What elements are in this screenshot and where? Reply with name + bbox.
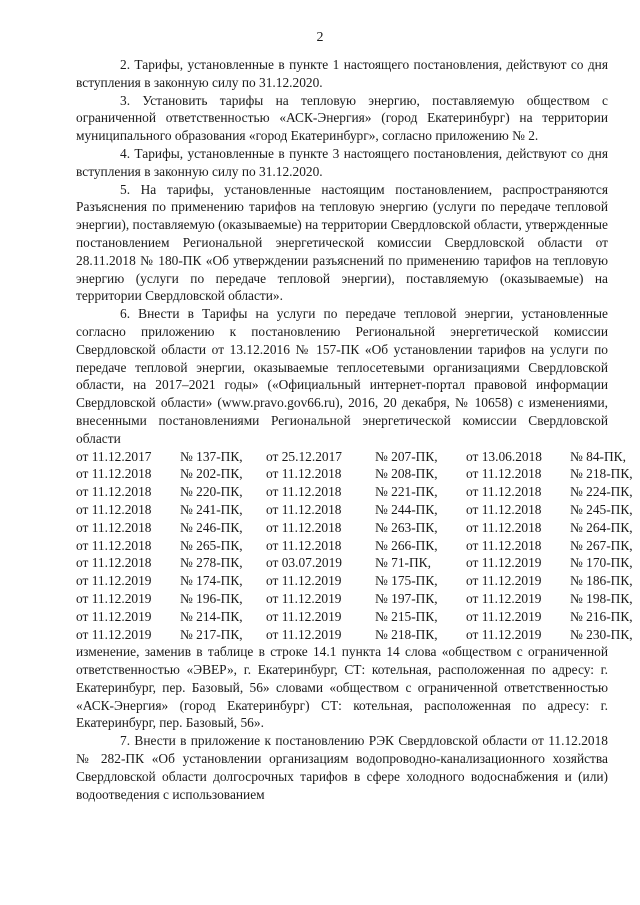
amendment-number: № 214-ПК, [180, 608, 243, 624]
amendment-date: от 11.12.2017 [76, 448, 152, 464]
amendment-date: от 11.12.2019 [466, 573, 542, 589]
paragraph-6-outro: изменение, заменив в таблице в строке 14.1 пункта 14 слова «обществом с ограниченной ответственностью «ЭВЕР», г. Екатеринбург, СТ: котельная, расположенная по адресу: г. Екатеринбург, пер. Базовый, 56» словами «обществом с ограниченной ответственностью «АСК-Энергия» (город Екатеринбург) СТ: котельная, расположенная по адресу: г. Екатеринбург, пер. Базовый, 56». [76, 644, 608, 731]
amendment-number: № 230-ПК, [570, 626, 633, 642]
amendment-number: № 71-ПК, [375, 555, 431, 571]
amendment-row [76, 448, 626, 466]
amendment-date: от 11.12.2019 [266, 573, 342, 589]
amendment-date: от 11.12.2018 [266, 519, 342, 535]
amendment-date: от 11.12.2018 [466, 501, 542, 517]
amendment-number: № 224-ПК, [570, 484, 633, 500]
page-number: 2 [316, 30, 324, 45]
amendment-date: от 11.12.2018 [466, 484, 542, 500]
amendment-date: от 13.06.2018 [466, 448, 542, 464]
paragraph-7: 7. Внести в приложение к постановлению РЭК Свердловской области от 11.12.2018 № 282-ПК «Об установлении организациям водопроводно-канализационного хозяйства Свердловской области долгосрочных тарифов в сфере холодного водоснабжения и (или) водоотведения с использованием [76, 733, 608, 802]
amendment-number: № 207-ПК, [375, 448, 438, 464]
amendment-number: № 196-ПК, [180, 590, 243, 606]
amendment-number: № 244-ПК, [375, 501, 438, 517]
amendment-row [76, 465, 633, 483]
amendment-number: № 218-ПК, [570, 466, 633, 482]
amendment-number: № 208-ПК, [375, 466, 438, 482]
amendment-row [76, 626, 633, 644]
amendment-date: от 11.12.2019 [466, 555, 542, 571]
amendment-date: от 11.12.2018 [76, 501, 152, 517]
amendment-number: № 217-ПК, [180, 626, 243, 642]
amendment-row [76, 554, 633, 572]
amendment-row [76, 608, 633, 626]
paragraph-5: 5. На тарифы, установленные настоящим постановлением, распространяются Разъяснения по применению тарифов на тепловую энергию (услуги по передаче тепловой энергии), поставляемую (оказываемые) на территории Свердловской области, утвержденные постановлением Региональной энергетической комиссии Свердловской области от 28.11.2018 № 180-ПК «Об утверждении разъяснений по применению тарифов на тепловую энергию (услуги по передаче тепловой энергии), поставляемую (оказываемые) на территории Свердловской области». [76, 181, 608, 304]
paragraph-4: 4. Тарифы, установленные в пункте 3 настоящего постановления, действуют со дня вступления в законную силу по 31.12.2020. [76, 145, 608, 179]
amendment-row [76, 519, 633, 537]
amendment-date: от 11.12.2019 [76, 626, 152, 642]
amendment-date: от 11.12.2019 [266, 626, 342, 642]
amendment-date: от 11.12.2019 [266, 608, 342, 624]
amendment-date: от 11.12.2019 [466, 608, 542, 624]
amendment-date: от 03.07.2019 [266, 555, 342, 571]
amendment-date: от 11.12.2018 [466, 466, 542, 482]
amendment-date: от 11.12.2019 [76, 573, 152, 589]
amendment-number: № 264-ПК, [570, 519, 633, 535]
amendment-number: № 216-ПК, [570, 608, 633, 624]
amendment-number: № 198-ПК, [570, 590, 633, 606]
amendment-date: от 11.12.2018 [76, 519, 152, 535]
amendment-date: от 11.12.2018 [266, 466, 342, 482]
amendment-row [76, 590, 633, 608]
amendment-date: от 11.12.2019 [266, 590, 342, 606]
amendment-number: № 84-ПК, [570, 448, 626, 464]
amendments-list [76, 448, 633, 644]
document-body [76, 56, 633, 803]
amendment-date: от 25.12.2017 [266, 448, 342, 464]
amendment-date: от 11.12.2018 [76, 484, 152, 500]
amendment-number: № 246-ПК, [180, 519, 243, 535]
amendment-date: от 11.12.2018 [76, 537, 152, 553]
paragraph-6-intro: 6. Внести в Тарифы на услуги по передаче тепловой энергии, установленные согласно приложению к постановлению Региональной энергетической комиссии Свердловской области от 13.12.2016 № 157-ПК «Об установлении тарифов на услуги по передаче тепловой энергии, оказываемые теплосетевыми организациями Свердловской области, на 2017–2021 годы» («Официальный интернет-портал правовой информации Свердловской области» (www.pravo.gov66.ru), 2016, 20 декабря, № 10658) с изменениями, внесенными постановлениями Региональной энергетической комиссии Свердловской области [76, 306, 608, 446]
amendment-date: от 11.12.2018 [76, 555, 152, 571]
amendment-date: от 11.12.2018 [266, 484, 342, 500]
amendment-number: № 175-ПК, [375, 573, 438, 589]
amendment-row [76, 483, 633, 501]
amendment-number: № 186-ПК, [570, 573, 633, 589]
amendment-number: № 174-ПК, [180, 573, 243, 589]
paragraph-2: 2. Тарифы, установленные в пункте 1 настоящего постановления, действуют со дня вступления в законную силу по 31.12.2020. [76, 57, 608, 90]
amendment-row [76, 572, 633, 590]
amendment-date: от 11.12.2018 [266, 537, 342, 553]
amendment-number: № 137-ПК, [180, 448, 243, 464]
amendment-number: № 267-ПК, [570, 537, 633, 553]
amendment-number: № 245-ПК, [570, 501, 633, 517]
amendment-number: № 266-ПК, [375, 537, 438, 553]
amendment-date: от 11.12.2019 [76, 590, 152, 606]
amendment-date: от 11.12.2018 [466, 519, 542, 535]
amendment-number: № 265-ПК, [180, 537, 243, 553]
amendment-number: № 170-ПК, [570, 555, 633, 571]
amendment-date: от 11.12.2019 [76, 608, 152, 624]
amendment-number: № 220-ПК, [180, 484, 243, 500]
amendment-number: № 241-ПК, [180, 501, 243, 517]
amendment-number: № 202-ПК, [180, 466, 243, 482]
amendment-row [76, 537, 633, 555]
amendment-number: № 215-ПК, [375, 608, 438, 624]
amendment-date: от 11.12.2018 [76, 466, 152, 482]
amendment-number: № 221-ПК, [375, 484, 438, 500]
amendment-date: от 11.12.2019 [466, 626, 542, 642]
amendment-number: № 218-ПК, [375, 626, 438, 642]
amendment-date: от 11.12.2018 [466, 537, 542, 553]
paragraph-3: 3. Установить тарифы на тепловую энергию, поставляемую обществом с ограниченной ответственностью «АСК-Энергия» (город Екатеринбург) на территории муниципального образования «город Екатеринбург», согласно приложению № 2. [76, 92, 608, 144]
amendment-date: от 11.12.2019 [466, 590, 542, 606]
amendment-number: № 278-ПК, [180, 555, 243, 571]
amendment-row [76, 501, 633, 519]
amendment-number: № 197-ПК, [375, 590, 438, 606]
amendment-date: от 11.12.2018 [266, 501, 342, 517]
amendment-number: № 263-ПК, [375, 519, 438, 535]
